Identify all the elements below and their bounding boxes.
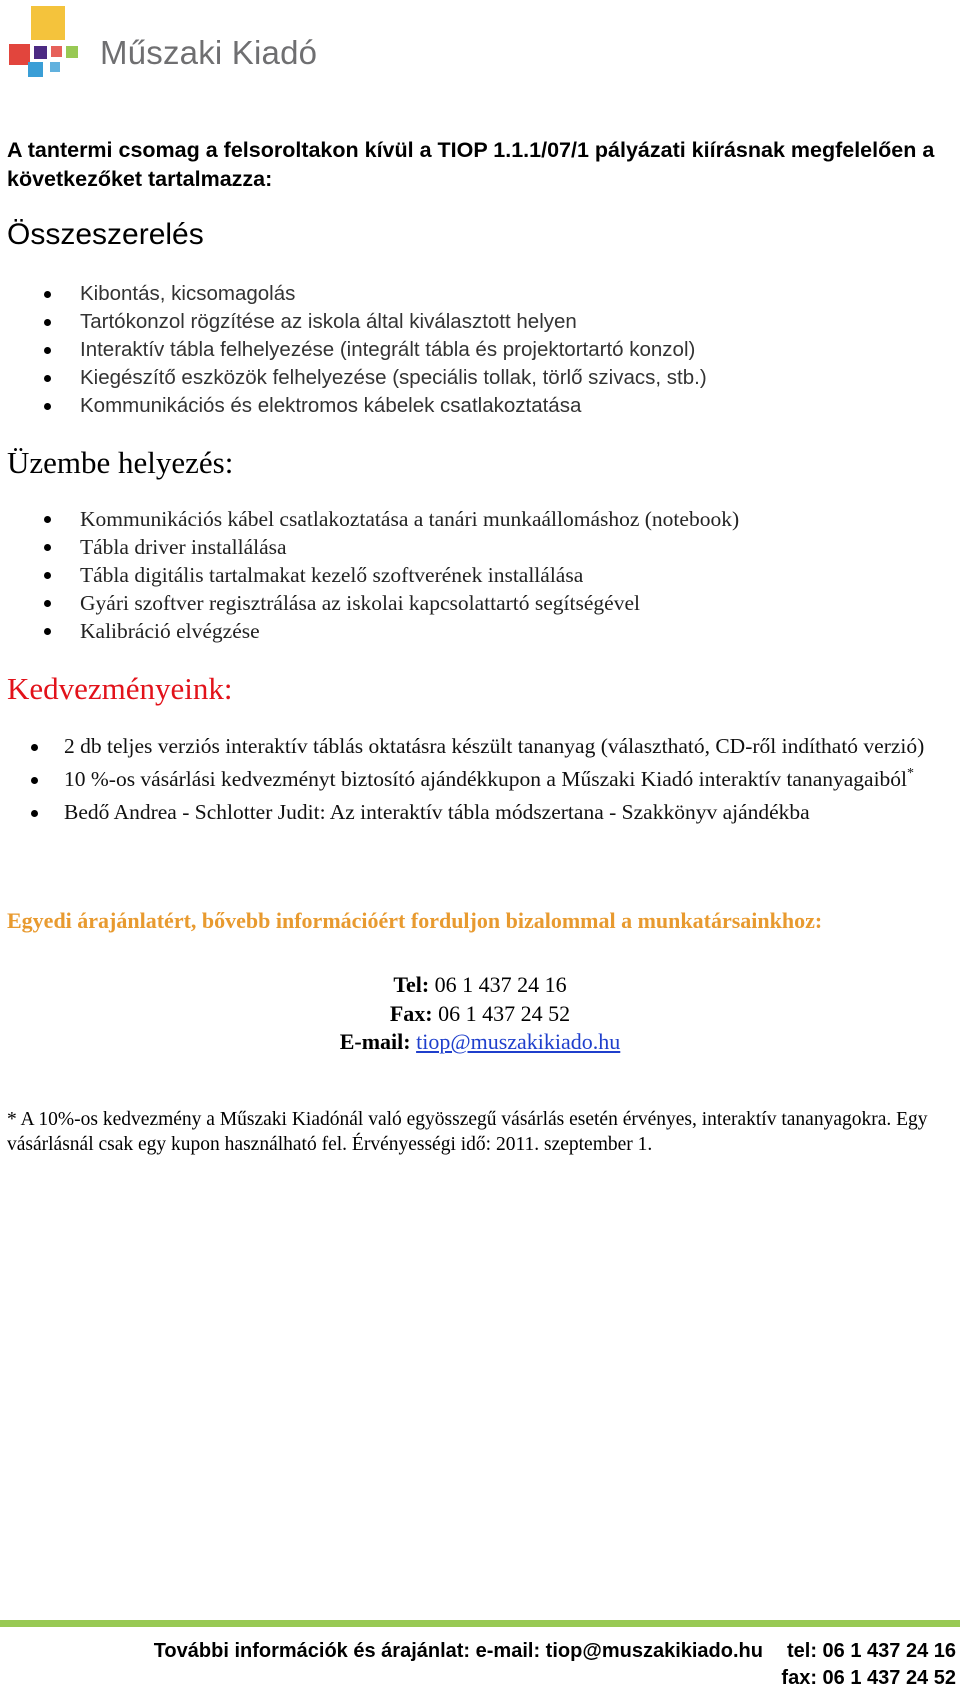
benefits-list — [64, 733, 944, 832]
fax-line — [0, 1000, 960, 1029]
benefits-heading: Kedvezményeink: — [7, 671, 233, 706]
footer-fax: fax: 06 1 437 24 52 — [781, 1667, 956, 1689]
list-item: Gyári szoftver regisztrálása az iskolai kapcsolattartó segítségével — [80, 589, 739, 617]
intro-text: A tantermi csomag a felsoroltakon kívül a TIOP 1.1.1/07/1 pályázati kiírásnak megfelelően a következőket tartalmazza: — [7, 138, 935, 191]
list-item — [64, 766, 944, 793]
list-item: Tartókonzol rögzítése az iskola által kiválasztott helyen — [80, 308, 707, 336]
list-item: Kalibráció elvégzése — [80, 617, 739, 645]
list-item: Kommunikációs kábel csatlakoztatása a tanári munkaállomáshoz (notebook) — [80, 507, 740, 531]
footnote-mark: * — [907, 766, 915, 781]
fax-value: 06 1 437 24 52 — [438, 1000, 571, 1026]
footer-divider — [0, 1620, 960, 1627]
logo-mark-icon — [6, 6, 96, 82]
list-item: Tábla digitális tartalmakat kezelő szoftverének installálása — [80, 561, 739, 589]
tel-line — [0, 971, 960, 1000]
setup-list — [80, 505, 739, 645]
tel-label: Tel: — [393, 972, 430, 997]
contact-block — [0, 971, 960, 1057]
list-item: Kibontás, kicsomagolás — [80, 280, 707, 308]
footer-line-1 — [154, 1638, 956, 1665]
fax-label: Fax: — [389, 1000, 433, 1026]
email-link[interactable]: tiop@muszakikiado.hu — [416, 1029, 621, 1054]
footer-info: További információk és árajánlat: e-mail: tiop@muszakikiado.hu — [153, 1640, 763, 1662]
list-item: Interaktív tábla felhelyezése (integrált tábla és projektortartó konzol) — [80, 336, 707, 364]
footer-tel: tel: 06 1 437 24 16 — [786, 1640, 956, 1662]
assembly-list — [80, 280, 707, 420]
list-item: Kiegészítő eszközök felhelyezése (speciális tollak, törlő szivacs, stb.) — [80, 364, 707, 392]
assembly-heading: Összeszerelés — [7, 218, 204, 251]
email-line — [0, 1028, 960, 1057]
email-label: E-mail: — [339, 1029, 411, 1054]
logo-text: Műszaki Kiadó — [100, 34, 318, 71]
list-item-text: 10 %-os vásárlási kedvezményt biztosító ajándékkupon a Műszaki Kiadó interaktív tananyagaiból — [64, 767, 908, 791]
setup-heading: Üzembe helyezés: — [7, 445, 234, 480]
list-item: Bedő Andrea - Schlotter Judit: Az interaktív tábla módszertana - Szakkönyv ajándékba — [64, 799, 944, 826]
list-item: 2 db teljes verziós interaktív táblás oktatásra készült tananyag (választható, CD-ről indítható verzió) — [64, 733, 944, 760]
list-item: Kommunikációs és elektromos kábelek csatlakoztatása — [80, 392, 707, 420]
contact-cta: Egyedi árajánlatért, bővebb információért forduljon bizalommal a munkatársainkhoz: — [7, 908, 823, 933]
list-item: Tábla driver installálása — [80, 533, 739, 561]
footer — [154, 1638, 956, 1692]
tel-value: 06 1 437 24 16 — [434, 972, 567, 997]
footnote: * A 10%-os kedvezmény a Műszaki Kiadónál való egyösszegű vásárlás esetén érvényes, interaktív tananyagokra. Egy vásárlásnál csak egy kupon használható fel. Érvényességi idő: 2011. szeptember 1. — [7, 1109, 928, 1155]
muszaki-kiado-logo — [6, 6, 318, 82]
